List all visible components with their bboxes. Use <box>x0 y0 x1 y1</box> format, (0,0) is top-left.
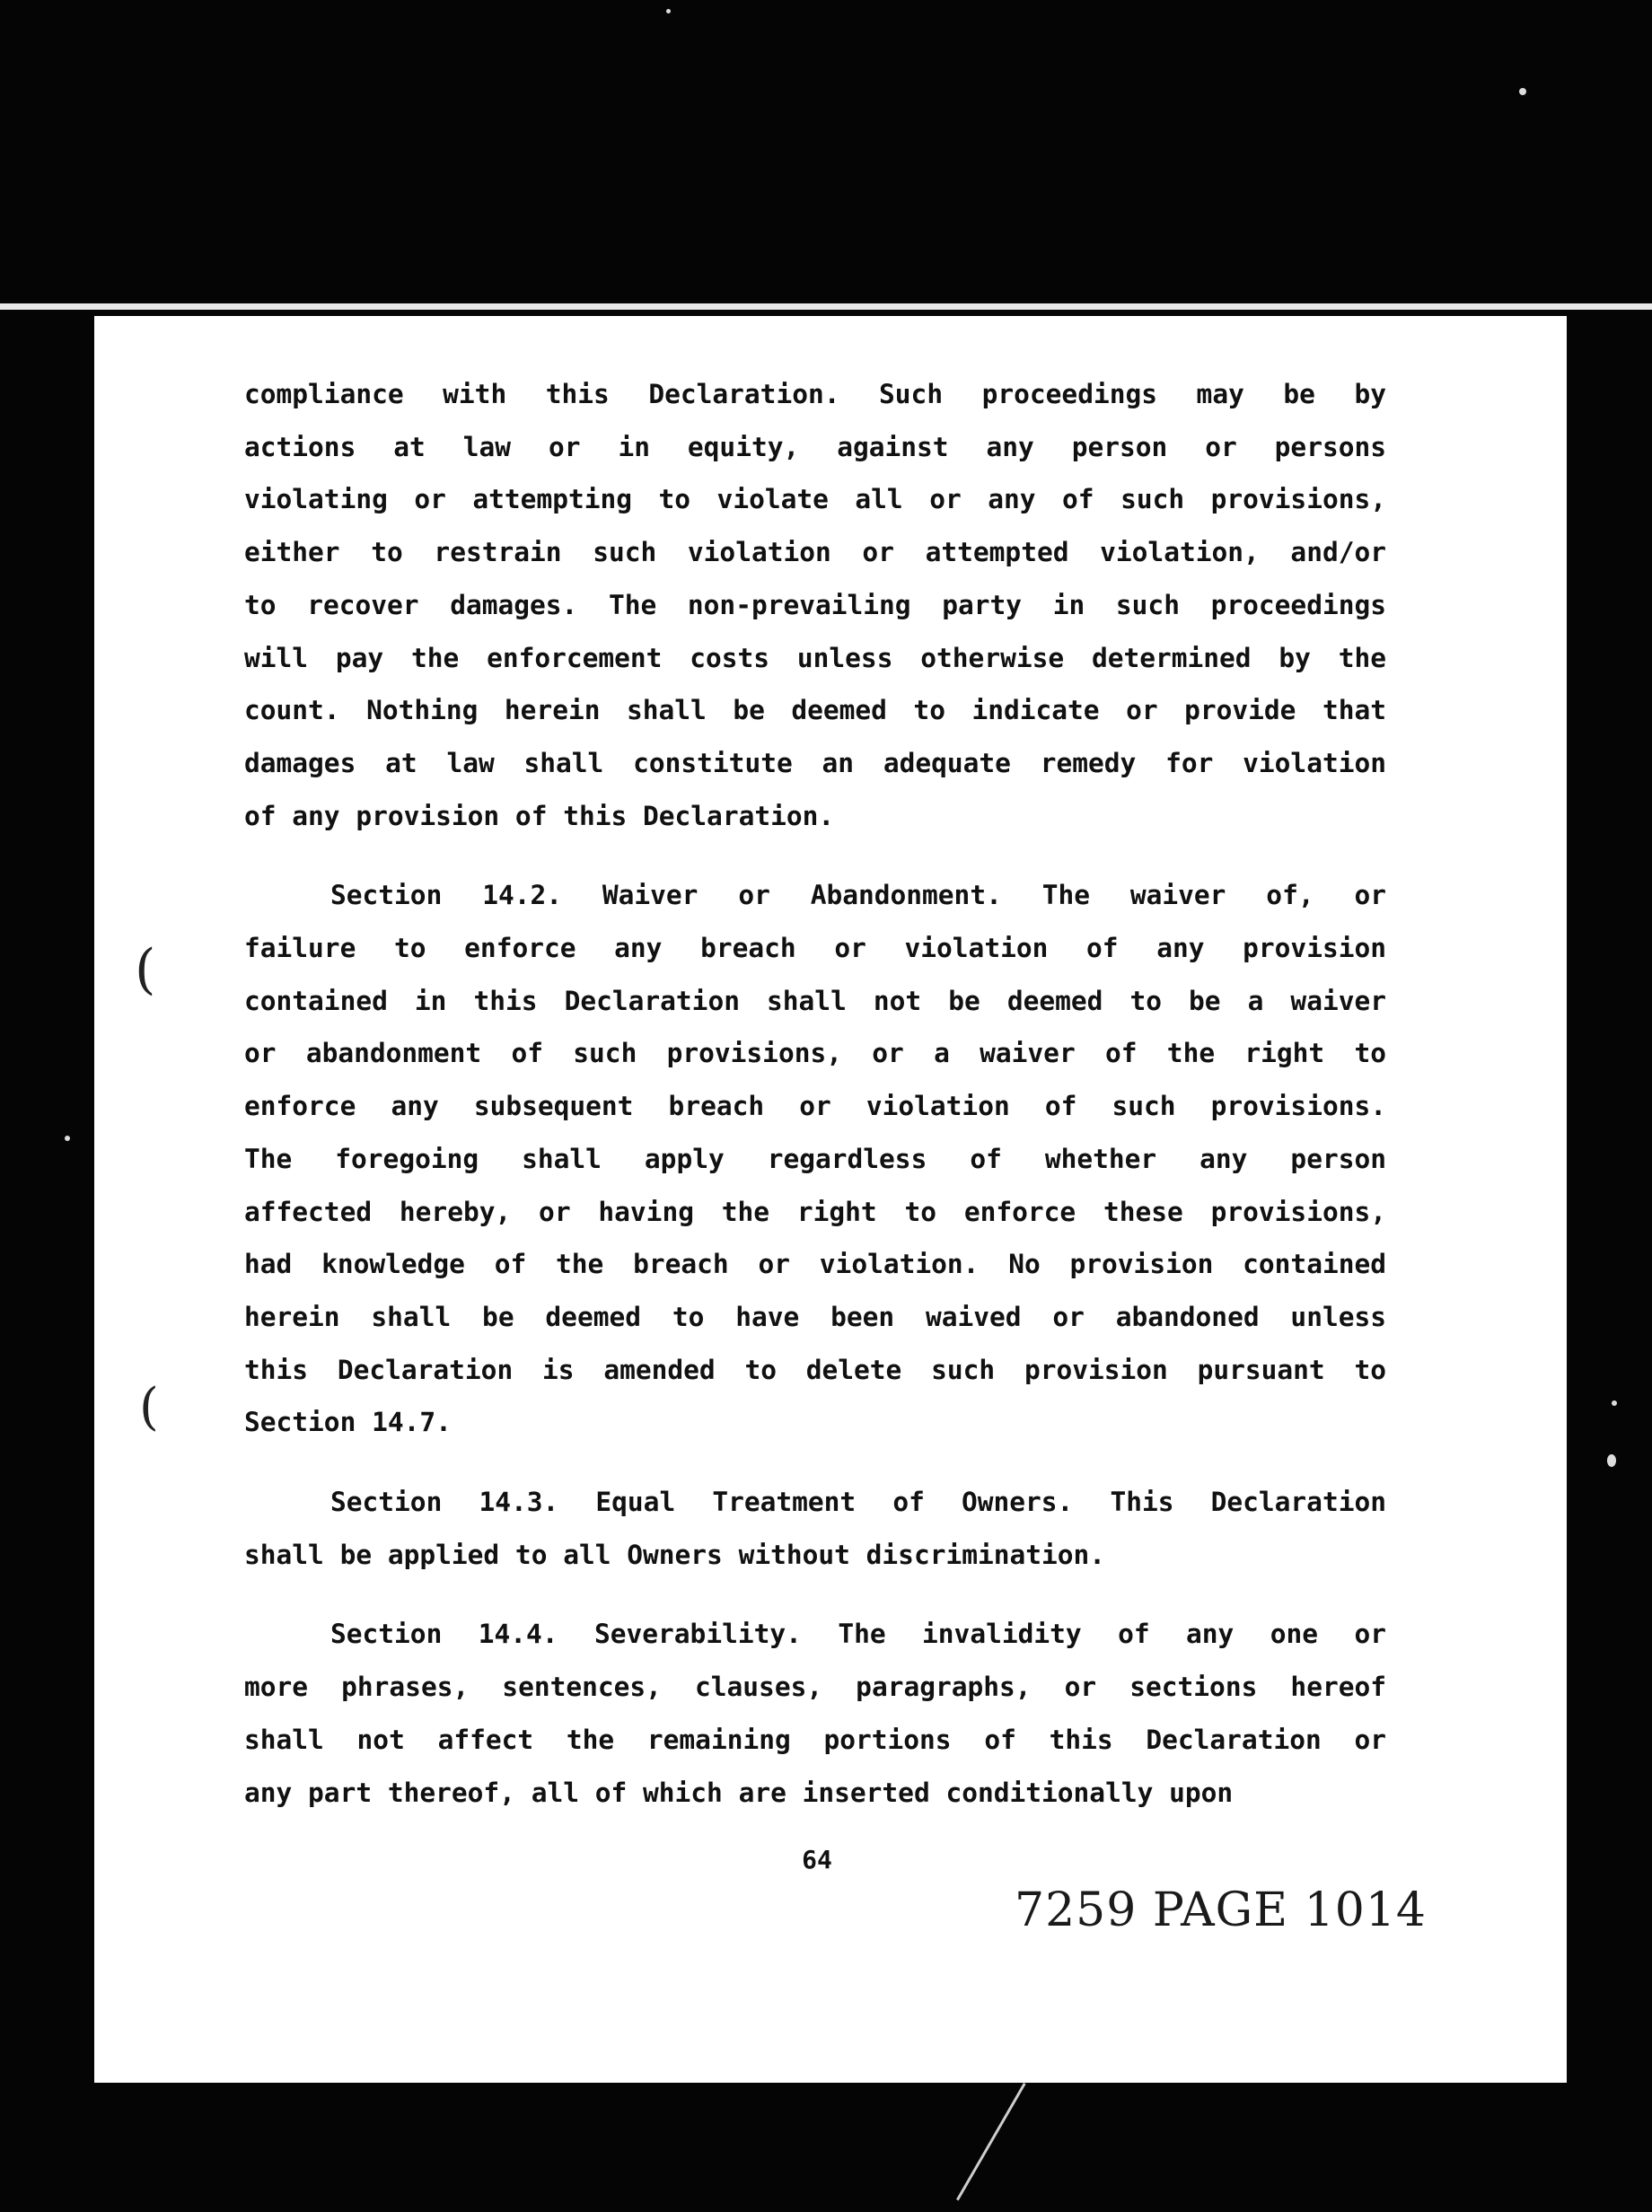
text-line: contained in this Declaration shall not be deemed to be a waiver <box>244 985 1386 1016</box>
paragraph <box>244 869 1386 1449</box>
recording-stamp: 7259 PAGE 1014 <box>1015 1883 1427 1937</box>
text-line: damages at law shall constitute an adequate remedy for violation <box>244 747 1386 778</box>
text-line: had knowledge of the breach or violation. No provision contained <box>244 1249 1386 1280</box>
page-number: 64 <box>802 1845 832 1874</box>
scan-speck <box>666 9 671 13</box>
text-line: count. Nothing herein shall be deemed to indicate or provide that <box>244 695 1386 726</box>
text-line: enforce any subsequent breach or violation of such provisions. <box>244 1091 1386 1122</box>
text-line: any part thereof, all of which are inserted conditionally upon <box>244 1777 1234 1808</box>
text-line: herein shall be deemed to have been waived or abandoned unless <box>244 1301 1386 1332</box>
scan-speck <box>1519 88 1526 95</box>
text-line: shall not affect the remaining portions of this Declaration or <box>244 1724 1386 1755</box>
text-line: Section 14.2. Waiver or Abandonment. The waiver of, or <box>330 880 1386 911</box>
text-line: more phrases, sentences, clauses, paragraphs, or sections hereof <box>244 1672 1386 1703</box>
text-line: failure to enforce any breach or violation of any provision <box>244 933 1386 964</box>
paragraph <box>244 368 1386 842</box>
margin-bracket-mark: ( <box>135 938 156 1001</box>
scan-speck <box>1612 1400 1617 1406</box>
text-line: violating or attempting to violate all or any of such provisions, <box>244 484 1386 515</box>
scan-speck <box>65 1136 70 1141</box>
text-line: this Declaration is amended to delete such provision pursuant to <box>244 1354 1386 1385</box>
text-line: actions at law or in equity, against any person or persons <box>244 431 1386 462</box>
text-line: affected hereby, or having the right to enforce these provisions, <box>244 1196 1386 1227</box>
text-line: or abandonment of such provisions, or a waiver of the right to <box>244 1038 1386 1069</box>
text-line: shall be applied to all Owners without discrimination. <box>244 1539 1106 1570</box>
text-line: Section 14.4. Severability. The invalidity of any one or <box>330 1619 1386 1650</box>
text-line: Section 14.3. Equal Treatment of Owners. This Declaration <box>330 1487 1386 1518</box>
margin-bracket-mark: ( <box>139 1378 159 1436</box>
text-line: The foregoing shall apply regardless of whether any person <box>244 1143 1386 1174</box>
scan-speck <box>1607 1454 1616 1467</box>
text-line: Section 14.7. <box>244 1407 452 1438</box>
text-line: compliance with this Declaration. Such proceedings may be by <box>244 379 1386 409</box>
text-line: to recover damages. The non-prevailing party in such proceedings <box>244 589 1386 620</box>
paragraph <box>244 1608 1386 1819</box>
paragraph <box>244 1476 1386 1581</box>
scan-artifact-line <box>956 2083 1026 2200</box>
scan-edge-stripe <box>0 303 1652 310</box>
text-line: either to restrain such violation or attempted violation, and/or <box>244 537 1386 568</box>
text-line: will pay the enforcement costs unless otherwise determined by the <box>244 642 1386 673</box>
text-line: of any provision of this Declaration. <box>244 800 835 831</box>
document-body <box>244 368 1386 1846</box>
